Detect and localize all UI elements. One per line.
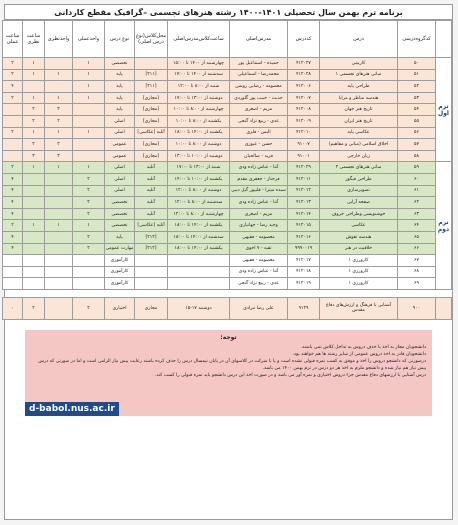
table-cell: فرحناز - جعفری مقدم — [230, 173, 288, 185]
table-cell: خلاقیت در هنر — [320, 243, 398, 255]
table-cell: یکشنبه از ۱۴:۰۰ تا ۱۸:۰۰ — [168, 243, 230, 255]
table-cell — [3, 266, 23, 278]
table-cell: ۲ — [73, 243, 105, 255]
table-cell: ۹۹۹۰۰۱۹ — [288, 243, 320, 255]
table-cell: ۱ — [45, 69, 73, 81]
table-cell: اصلی — [105, 185, 135, 197]
table-cell: ۱ — [73, 69, 105, 81]
table-cell: محمدرضا - اسماعیلی — [230, 69, 288, 81]
table-row — [3, 243, 452, 255]
table-cell — [45, 173, 73, 185]
table-cell: ۱ — [23, 127, 45, 139]
table-cell: [۲۱۲] — [135, 231, 168, 243]
table-cell: شنبه از ۱۳:۰۰ تا ۱۷:۰۰ — [168, 162, 230, 174]
table-cell: مجازی — [135, 297, 168, 319]
table-cell: آتلیه — [135, 197, 168, 209]
table-cell: پایه — [105, 81, 135, 93]
table-cell: شنبه از ۸:۰۰ تا ۱۲:۰۰ — [168, 81, 230, 93]
table-cell: ۲ — [73, 173, 105, 185]
table-cell: ۳ — [45, 150, 73, 162]
table-cell: کارورزی ۱ — [320, 266, 398, 278]
table-cell: ۴ — [3, 243, 23, 255]
table-cell: [۲۱۱] — [135, 81, 168, 93]
table-cell — [168, 266, 230, 278]
table-cell: آتلیه — [135, 162, 168, 174]
table-cell — [45, 58, 73, 70]
table-cell: ۱ — [73, 162, 105, 174]
table-cell: ۴۱۲۰۱۱ — [288, 173, 320, 185]
notes-box — [25, 330, 432, 416]
table-cell — [23, 243, 45, 255]
table-cell: ۴۱۲۰۰۶ — [288, 81, 320, 93]
column-header: کدگروه‌درسی — [398, 21, 436, 58]
table-row — [3, 92, 452, 104]
table-cell: [۲۱۲] — [135, 243, 168, 255]
table-row — [3, 278, 452, 290]
table-row — [3, 185, 452, 197]
table-cell: ۴۱۲۰۰۹ — [288, 115, 320, 127]
elective-term-cell — [436, 297, 452, 319]
table-cell: مهارت عمومی — [105, 243, 135, 255]
table-cell: ۶۱ — [398, 185, 436, 197]
header-term-cell — [436, 21, 452, 58]
column-header: واحدعملی — [73, 21, 105, 58]
table-cell: پایه — [105, 104, 135, 116]
table-cell: تصویرسازی — [320, 185, 398, 197]
table-cell: ۲ — [45, 104, 73, 116]
table-cell: ۵۹ — [398, 162, 436, 174]
table-cell: معصومه - فقیهی — [230, 231, 288, 243]
table-row — [3, 208, 452, 220]
table-cell: اصلی — [105, 127, 135, 139]
table-cell: کارآموزی — [105, 278, 135, 290]
table-cell: دوشنبه از ۱۰:۰۰ تا ۱۳:۰۰ — [168, 150, 230, 162]
table-cell: ۶۳ — [398, 208, 436, 220]
table-cell: عدی - ربیع نژاد گنجی — [230, 278, 288, 290]
column-header: نوع درس — [105, 21, 135, 58]
note-line-4: درس آشنایی با ارزشهای دفاع مقدس جزء دروس اختیاری و نمره آور می باشد و در صورت اخذ این درس دانشجو باید نمره قبولی را کسب کند. — [154, 372, 426, 378]
table-cell: سه‌شنبه از ۱۴۰۰ تا ۱۷:۰۰ — [168, 69, 230, 81]
table-cell: حسن - عیوزی — [230, 139, 288, 151]
table-cell — [73, 115, 105, 127]
table-cell — [3, 278, 23, 290]
column-header: واحدنظری — [45, 21, 73, 58]
table-cell: اصلی — [105, 115, 135, 127]
table-cell: تاریخ هنر ایران — [320, 115, 398, 127]
table-cell: ۲ — [73, 197, 105, 209]
table-cell: [۲۱۱] — [135, 69, 168, 81]
table-cell — [73, 139, 105, 151]
table-cell: کارورزی ۱ — [320, 255, 398, 267]
table-cell — [23, 231, 45, 243]
table-cell: هندسه نقوش — [320, 231, 398, 243]
column-header: ساعت نظری — [23, 21, 45, 58]
table-cell: طراحی پایه — [320, 81, 398, 93]
table-cell: ۱ — [73, 81, 105, 93]
table-cell — [45, 231, 73, 243]
table-row — [3, 266, 452, 278]
table-cell: ۵۰ — [398, 58, 436, 70]
table-cell: ۴ — [3, 231, 23, 243]
table-cell: پایه — [105, 69, 135, 81]
table-row — [3, 220, 452, 232]
table-cell: وحید رضا - جهانیاری — [230, 220, 288, 232]
table-cell — [23, 197, 45, 209]
table-cell — [3, 104, 23, 116]
table-cell: یکشنبه از ۸:۰۰ تا ۱۰:۰۰ — [168, 115, 230, 127]
table-cell: ۲ — [3, 92, 23, 104]
table-row — [3, 197, 452, 209]
table-cell: چهارشنبه از ۸:۰۰ تا ۱۲:۰۰ — [168, 208, 230, 220]
table-cell: [مجازی] — [135, 115, 168, 127]
table-header-row — [3, 21, 452, 58]
table-cell: ۴۱۲۰۱۹ — [288, 278, 320, 290]
spacer-row — [3, 289, 452, 297]
table-cell: زبان خارجی — [320, 150, 398, 162]
table-cell: ۱ — [45, 162, 73, 174]
table-cell — [73, 255, 105, 267]
table-cell: اصلی — [105, 173, 135, 185]
table-cell: ۴۱۲۰۱۶ — [288, 231, 320, 243]
table-cell: ۵۷ — [398, 139, 436, 151]
column-header: درس — [320, 21, 398, 58]
table-cell: ۹۱۲۹ — [288, 297, 320, 319]
table-cell: ۱ — [73, 127, 105, 139]
table-cell: ۴۱۲۰۱۰ — [288, 127, 320, 139]
table-row — [3, 104, 452, 116]
table-cell — [23, 266, 45, 278]
table-cell: آتنا - عباس زاده ودی — [230, 197, 288, 209]
table-cell: ۴۱۲۰۲۹ — [288, 162, 320, 174]
table-cell: خوشنویسی وطراحی حروف — [320, 208, 398, 220]
table-cell: مبانی هنرهای تجسمی ۱ — [320, 69, 398, 81]
table-cell — [135, 58, 168, 70]
table-cell: اختیاری — [105, 297, 135, 319]
table-cell: ۶۴ — [398, 220, 436, 232]
table-cell: ۶۰ — [398, 173, 436, 185]
table-row — [3, 127, 452, 139]
table-cell: کارآموزی — [105, 266, 135, 278]
table-cell: ۵۵ — [398, 115, 436, 127]
notes-title: توجه: — [220, 333, 237, 341]
table-cell: تخصصی — [105, 208, 135, 220]
table-cell: ۵۲ — [398, 81, 436, 93]
table-cell: ۲ — [73, 231, 105, 243]
table-cell: ۲ — [73, 297, 105, 319]
column-header: کددرس — [288, 21, 320, 58]
table-cell: ۹۰۰ — [398, 297, 436, 319]
table-cell: ۲ — [73, 185, 105, 197]
table-cell: ۶۹ — [398, 278, 436, 290]
table-cell: سه‌شنبه از ۸:۰۰ تا ۱۲:۰۰ — [168, 197, 230, 209]
column-header: ساعت‌کلاس‌مدرس‌اصلی — [168, 21, 230, 58]
table-cell: طراحی فیگور — [320, 173, 398, 185]
table-cell — [45, 297, 73, 319]
table-cell: ۶۲ — [398, 197, 436, 209]
table-cell: تاریخ هنر جهان — [320, 104, 398, 116]
table-row — [3, 255, 452, 267]
table-cell — [168, 255, 230, 267]
table-cell: ۲ — [3, 220, 23, 232]
table-cell: ۲ — [23, 297, 45, 319]
note-line-1: دانشجویان مجاز به اخذ یا حذف دروس به تداخل کلاس نمی باشند. — [300, 344, 426, 350]
table-cell: ۱ — [45, 92, 73, 104]
table-cell: ۲ — [73, 208, 105, 220]
table-cell — [45, 185, 73, 197]
table-cell: ۲ — [3, 127, 23, 139]
table-cell — [23, 255, 45, 267]
table-cell: مریم - اصغری — [230, 208, 288, 220]
table-cell: عمومی — [105, 150, 135, 162]
table-cell — [135, 255, 168, 267]
table-cell: ۴۱۲۰۲۷ — [288, 58, 320, 70]
note-line-3: درصورتی که دانشجو دروس را اخذ و موفق به کسب نمره قبولی نشده است و یا با شرکت در کلاسهای آن در پایان نیمسال درس را حذف کرده باشند رعایت پیش نیاز الزامی است و اما در صورتی که درس پیش نیاز هم نیاز شده و دانشجو ملزم به اخذ هر دو درس در ترم بهمن ۱۴۰۰ می باشد. — [38, 358, 426, 371]
table-row — [3, 81, 452, 93]
table-cell: ۹۱۰۰۷ — [288, 139, 320, 151]
table-cell: پایه — [105, 231, 135, 243]
table-cell: تخصصی — [105, 220, 135, 232]
table-cell: معصومه - فقیهی — [230, 255, 288, 267]
table-cell: صفحه آرایی — [320, 197, 398, 209]
table-cell: [مجازی] — [135, 139, 168, 151]
table-row — [3, 115, 452, 127]
table-cell: عمومی — [105, 139, 135, 151]
table-cell: ۱ — [23, 92, 45, 104]
table-cell: سه‌شنبه از ۱۴:۰۰ تا ۱۸:۰۰ — [168, 231, 230, 243]
table-cell: هندسه مناظر و مرایا — [320, 92, 398, 104]
table-cell — [135, 278, 168, 290]
table-cell: ۵۱ — [398, 69, 436, 81]
table-row — [3, 162, 452, 174]
table-cell: ۵۳ — [398, 92, 436, 104]
table-cell — [45, 266, 73, 278]
table-cell: ۵۶ — [398, 127, 436, 139]
table-cell: ۶۷ — [398, 255, 436, 267]
table-row — [3, 69, 452, 81]
table-cell — [135, 266, 168, 278]
table-cell: عکاسی پایه — [320, 127, 398, 139]
table-cell: ۵۴ — [398, 104, 436, 116]
table-cell: آتلیه — [135, 173, 168, 185]
table-cell: ۴۱۲۰۱۴ — [288, 208, 320, 220]
table-cell: ۴ — [3, 81, 23, 93]
table-cell: ۲ — [45, 115, 73, 127]
table-cell: کارورزی ۱ — [320, 278, 398, 290]
table-cell: ۹۱۰۰۱ — [288, 150, 320, 162]
table-cell: تخصصی — [105, 58, 135, 70]
table-cell: ۴ — [3, 185, 23, 197]
table-cell: آتنا - عباس زاده ودی — [230, 162, 288, 174]
table-cell: [مجازی] — [135, 104, 168, 116]
table-cell: ۲ — [23, 104, 45, 116]
table-cell: آتلیه — [135, 208, 168, 220]
table-cell: ۴۱۲۰۱۲ — [288, 185, 320, 197]
table-cell: یکشنبه از ۱۴:۰۰ تا ۱۸:۰۰ — [168, 220, 230, 232]
table-cell — [3, 150, 23, 162]
table-cell: ۲ — [45, 139, 73, 151]
table-cell: ۰ — [3, 297, 23, 319]
table-cell: اخلاق اسلامی (مبانی و مفاهیم) — [320, 139, 398, 151]
table-cell: سیده میترا - قلیپور گیل دیبی — [230, 185, 288, 197]
table-cell: ۴۱۲۰۱۸ — [288, 266, 320, 278]
table-cell: دوشنبه ۱۷-۱۵ — [168, 297, 230, 319]
table-cell: حمیده - اسماعیل پور — [230, 58, 288, 70]
table-cell: یکشنبه از ۱۴:۰۰ تا ۱۸:۰۰ — [168, 127, 230, 139]
table-cell: ۴۱۲۰۲۸ — [288, 69, 320, 81]
table-cell: اصلی — [105, 162, 135, 174]
table-cell — [73, 104, 105, 116]
table-cell: ۴۱۲۰۱۵ — [288, 220, 320, 232]
table-cell: چهارشنبه از ۸:۰۰ تا ۱۰:۰۰ — [168, 104, 230, 116]
table-cell: آتلیه — [135, 185, 168, 197]
table-cell — [23, 208, 45, 220]
table-cell — [168, 278, 230, 290]
table-cell: آتلیه [عکاسی] — [135, 127, 168, 139]
table-cell: ۴ — [3, 197, 23, 209]
table-cell — [3, 255, 23, 267]
schedule-document — [4, 4, 453, 520]
table-row — [3, 231, 452, 243]
table-cell — [45, 208, 73, 220]
table-cell: ۴۱۲۰۱۷ — [288, 255, 320, 267]
table-cell: ۴۱۲۰۰۷ — [288, 92, 320, 104]
table-cell — [23, 185, 45, 197]
table-cell — [23, 173, 45, 185]
table-row — [3, 173, 452, 185]
table-cell — [73, 150, 105, 162]
table-cell: پایه — [105, 92, 135, 104]
table-cell — [73, 266, 105, 278]
table-cell: فرید - صالحیان — [230, 150, 288, 162]
table-cell: عکاسی — [320, 220, 398, 232]
note-line-2: دانشجویان قادر به اخذ دروس عمومی از سایر رشته ها هم خواهند بود. — [292, 351, 426, 357]
table-cell: دوشنبه از ۸:۰۰ تا ۱۰:۰۰ — [168, 139, 230, 151]
table-cell: ۶۶ — [398, 243, 436, 255]
table-cell: ۶۸ — [398, 266, 436, 278]
table-cell: ۴ — [3, 173, 23, 185]
table-cell: ۱ — [23, 69, 45, 81]
table-row — [3, 150, 452, 162]
table-cell: ۱ — [23, 58, 45, 70]
table-cell: ۲ — [23, 139, 45, 151]
table-cell: آتنا - عباس زاده ودی — [230, 266, 288, 278]
table-cell: دوشنبه از ۱۳:۰۰ تا ۱۷:۰۰ — [168, 92, 230, 104]
table-row — [3, 139, 452, 151]
elective-row — [3, 297, 452, 319]
table-cell: ۱ — [73, 220, 105, 232]
table-cell — [23, 278, 45, 290]
spacer-cell — [3, 289, 452, 297]
table-cell — [45, 255, 73, 267]
table-cell: تخصصی — [105, 197, 135, 209]
table-cell — [45, 278, 73, 290]
table-cell: ۴۱۲۰۰۸ — [288, 104, 320, 116]
table-cell: مریم - اصغری — [230, 104, 288, 116]
table-cell: کارآموزی — [105, 255, 135, 267]
table-cell: ۲ — [3, 162, 23, 174]
table-cell — [73, 278, 105, 290]
column-header: محل‌کلاس‌(نوع درس اصلی) — [135, 21, 168, 58]
table-cell: مبانی هنرهای تجسمی ۲ — [320, 162, 398, 174]
table-cell: حدیث - حبیب پور گلوردی — [230, 92, 288, 104]
table-cell: چهارشنبه از ۱۴۰۰ تا ۱۵:۰۰ — [168, 58, 230, 70]
term-label: ترم اول — [436, 58, 452, 162]
term-label: ترم دوم — [436, 162, 452, 290]
table-cell: دوشنبه از ۸:۰۰ تا ۱۲:۰۰ — [168, 185, 230, 197]
column-header: مدرس‌اصلی — [230, 21, 288, 58]
table-cell: ۳ — [23, 150, 45, 162]
table-cell: ۱ — [45, 220, 73, 232]
column-header: ساعت عملی — [3, 21, 23, 58]
table-cell: ۱ — [45, 127, 73, 139]
table-cell: ۴ — [3, 208, 23, 220]
table-cell: آشنایی با فرهنگ و ارزش‌های دفاع مقدس — [320, 297, 398, 319]
table-cell: یکشنبه از ۱۰:۰۰ تا ۱۴:۰۰ — [168, 173, 230, 185]
table-cell — [3, 139, 23, 151]
table-cell — [45, 243, 73, 255]
table-cell: [مجازی] — [135, 150, 168, 162]
table-cell: ۴۱۲۰۱۳ — [288, 197, 320, 209]
table-cell — [45, 197, 73, 209]
table-cell: ۱ — [23, 220, 45, 232]
table-cell: ۲ — [23, 115, 45, 127]
table-cell: ۶۵ — [398, 231, 436, 243]
table-cell: کاربینی — [320, 58, 398, 70]
table-row — [3, 58, 452, 70]
table-cell — [45, 81, 73, 93]
table-cell: تقیه - ۷ اخوی — [230, 243, 288, 255]
site-logo: d-babol.nus.ac.ir — [25, 402, 119, 416]
table-cell: معصومه - رضایی روشن — [230, 81, 288, 93]
schedule-table — [2, 20, 452, 320]
table-cell — [23, 81, 45, 93]
page-title: برنامه ترم بهمن سال تحصیلی ۱۴۰۱-۱۴۰۰ رشته هنرهای تجسمی –گرافیک مقطع کاردانی — [5, 5, 452, 20]
table-cell: علی رضا مرادی — [230, 297, 288, 319]
table-cell: ۱ — [73, 58, 105, 70]
table-cell: [مجازی] — [135, 92, 168, 104]
table-cell: ۱ — [73, 92, 105, 104]
table-cell — [3, 115, 23, 127]
table-cell: ۲ — [3, 58, 23, 70]
table-cell: ۵۸ — [398, 150, 436, 162]
table-cell: عدی - ربیع نژاد گنجی — [230, 115, 288, 127]
table-cell: الیس - فلزی — [230, 127, 288, 139]
table-cell: ۱ — [23, 162, 45, 174]
table-cell: آتلیه [عکاسی] — [135, 220, 168, 232]
table-cell: ۲ — [3, 69, 23, 81]
